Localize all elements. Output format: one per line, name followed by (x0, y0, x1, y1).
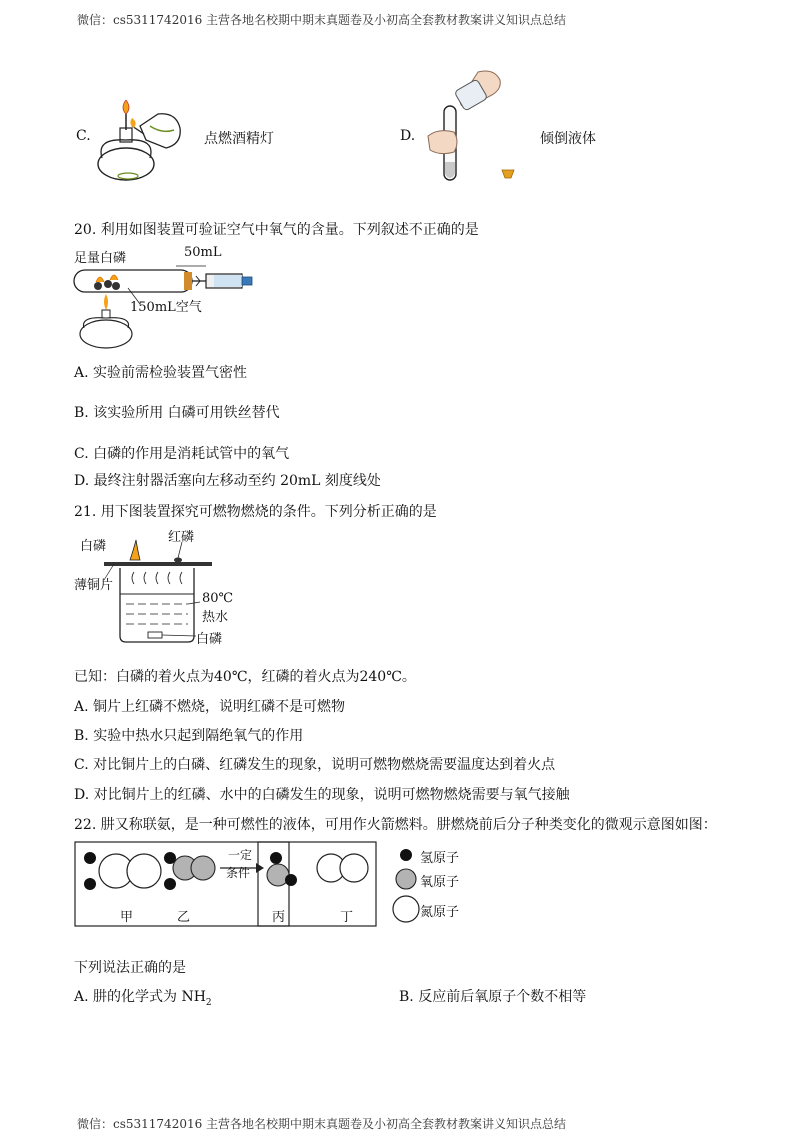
q22-legend-nitrogen: 氮原子 (420, 905, 460, 920)
page-header: 微信：cs5311742016 主营各地名校期中期末真题卷及小初高全套教材教案讲义知识点总结 (77, 13, 567, 27)
q20-label-syringe-volume: 50mL (184, 245, 222, 260)
page-footer: 微信：cs5311742016 主营各地名校期中期末真题卷及小初高全套教材教案讲义知识点总结 (77, 1117, 567, 1131)
q20-option-d: D. 最终注射器活塞向左移动至约 20mL 刻度线处 (74, 473, 381, 489)
q21-option-d: D. 对比铜片上的红磷、水中的白磷发生的现象，说明可燃物燃烧需要与氧气接触 (74, 787, 570, 803)
q21-option-a: A. 铜片上红磷不燃烧，说明红磷不是可燃物 (74, 699, 346, 715)
q21-label-red-phosphorus: 红磷 (168, 530, 195, 545)
q22-legend-oxygen: 氧原子 (420, 875, 460, 890)
q21-option-b: B. 实验中热水只起到隔绝氧气的作用 (74, 728, 304, 744)
q20-option-c: C. 白磷的作用是消耗试管中的氧气 (74, 446, 290, 462)
q22-condition-line1: 一定 (228, 848, 253, 862)
q22-label-ding: 丁 (340, 910, 354, 925)
q22-stem: 22. 肼又称联氨，是一种可燃性的液体，可用作火箭燃料。肼燃烧前后分子种类变化的微观示意图如图： (74, 817, 717, 833)
q20-label-air-volume: 150mL空气 (130, 300, 202, 315)
q22-label-yi: 乙 (177, 910, 191, 925)
q21-known: 已知：白磷的着火点为40℃，红磷的着火点为240℃。 (74, 669, 416, 685)
alcohol-lamp-lighting-figure (88, 96, 188, 188)
q21-label-temperature: 80℃ (202, 591, 234, 606)
q22-option-a-subscript: 2 (205, 997, 212, 1008)
q22-option-b: B. 反应前后氧原子个数不相等 (399, 989, 587, 1005)
q20-option-b: B. 该实验所用 白磷可用铁丝替代 (74, 405, 280, 421)
pouring-liquid-figure (420, 66, 530, 190)
q21-stem: 21. 用下图装置探究可燃物燃烧的条件。下列分析正确的是 (74, 504, 437, 520)
q19-option-c-text: 点燃酒精灯 (204, 131, 274, 147)
q20-option-a: A. 实验前需检验装置气密性 (74, 365, 248, 381)
q22-label-bing: 丙 (272, 910, 286, 925)
q20-stem: 20. 利用如图装置可验证空气中氧气的含量。下列叙述不正确的是 (74, 222, 479, 238)
q20-label-white-phosphorus: 足量白磷 (74, 251, 127, 266)
q22-option-a (74, 986, 212, 1008)
q21-option-c: C. 对比铜片上的白磷、红磷发生的现象，说明可燃物燃烧需要温度达到着火点 (74, 757, 556, 773)
q21-label-copper-plate: 薄铜片 (74, 578, 114, 593)
q21-label-hot-water: 热水 (202, 610, 229, 625)
q22-condition-line2: 条件 (226, 866, 251, 880)
q21-label-white-phosphorus-top: 白磷 (80, 539, 107, 554)
q22-label-jia: 甲 (120, 910, 134, 925)
q19-option-d-letter: D. (400, 128, 416, 144)
q19-option-d-text: 倾倒液体 (540, 131, 596, 147)
q22-option-a-text: A. 肼的化学式为 NH (74, 989, 206, 1005)
q22-question: 下列说法正确的是 (74, 960, 186, 976)
q21-label-white-phosphorus-water: 白磷 (196, 632, 223, 647)
q19-option-c-letter: C. (76, 128, 91, 144)
q22-legend-hydrogen: 氢原子 (420, 851, 460, 866)
